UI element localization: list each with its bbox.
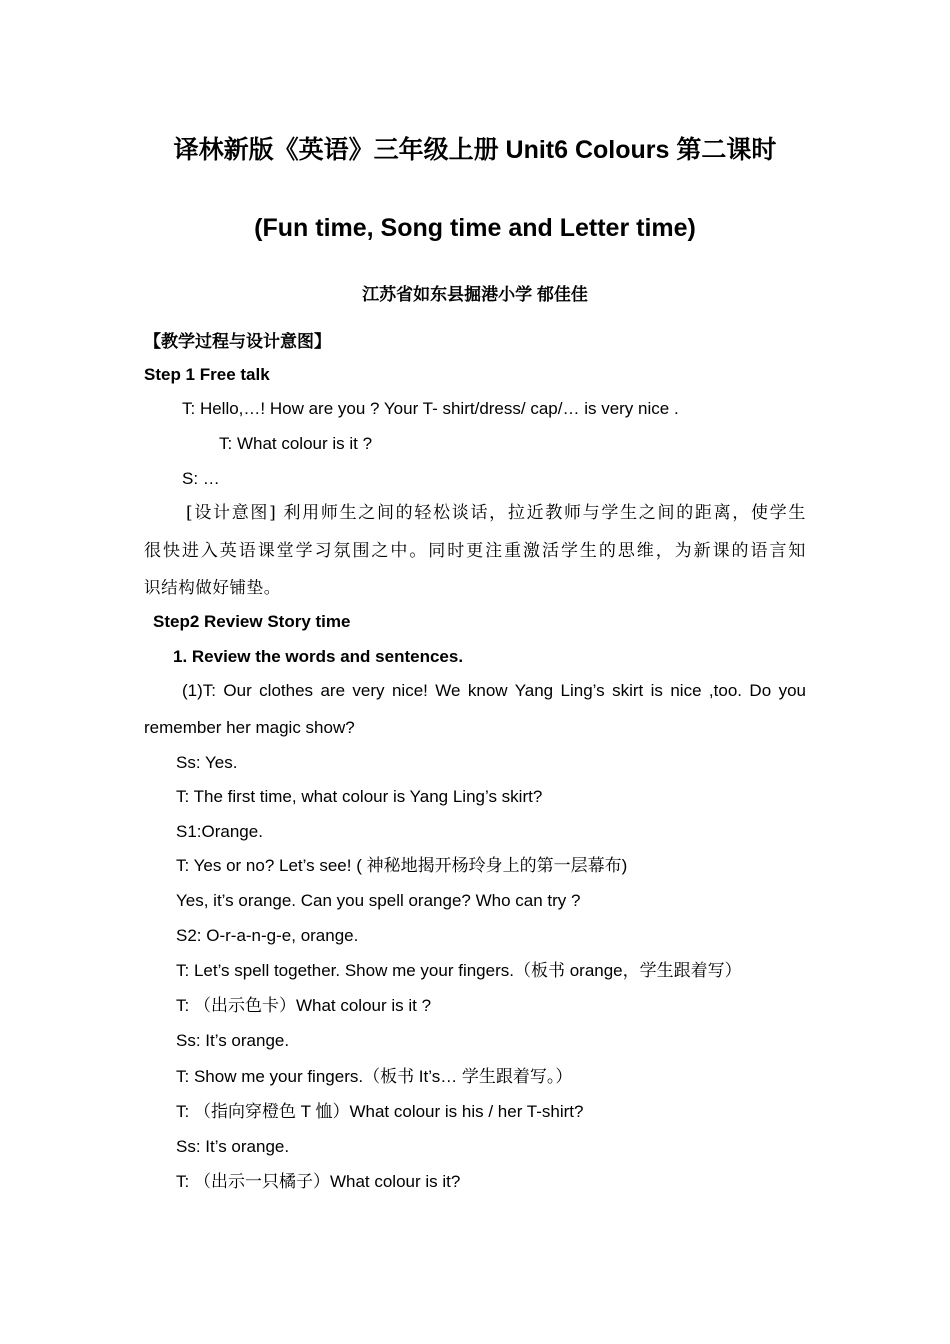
design-intent-line: [设计意图] 利用师生之间的轻松谈话，拉近教师与学生之间的距离，使学生 — [186, 503, 806, 523]
dialog-line: T: （指向穿橙色 T 恤）What colour is his / her T-shirt? — [176, 1102, 584, 1121]
page-title: 译林新版《英语》三年级上册 Unit6 Colours 第二课时 — [173, 136, 777, 164]
dialog-line: S2: O-r-a-n-g-e, orange. — [176, 926, 359, 945]
dialog-line: T: Yes or no? Let’s see! ( 神秘地揭开杨玲身上的第一层幕布) — [176, 856, 628, 875]
section-heading: 【教学过程与设计意图】 — [144, 332, 331, 351]
dialog-line: Yes, it’s orange. Can you spell orange? Who can try ? — [176, 891, 581, 910]
dialog-line: Ss: It’s orange. — [176, 1137, 290, 1156]
dialog-line: Ss: Yes. — [176, 753, 238, 772]
dialog-line: T: Let’s spell together. Show me your fingers.（板书 orange，学生跟着写） — [176, 961, 742, 980]
dialog-line: T: The first time, what colour is Yang Ling’s skirt? — [176, 787, 543, 806]
design-intent-line: 识结构做好铺垫。 — [144, 578, 281, 597]
step1-heading: Step 1 Free talk — [144, 365, 270, 384]
dialog-line: T: （出示色卡）What colour is it ? — [176, 996, 432, 1015]
dialog-line: T: Show me your fingers.（板书 It’s… 学生跟着写。） — [176, 1067, 573, 1086]
dialog-line: S1:Orange. — [176, 822, 263, 841]
step1-line: T: Hello,…! How are you ? Your T- shirt/dress/ cap/… is very nice . — [182, 399, 679, 418]
step1-line: S: … — [182, 469, 220, 488]
page-subtitle: (Fun time, Song time and Letter time) — [254, 214, 696, 242]
design-intent-line: 很快进入英语课堂学习氛围之中。同时更注重激活学生的思维，为新课的语言知 — [144, 541, 806, 561]
dialog-line: Ss: It’s orange. — [176, 1031, 290, 1050]
author-line: 江苏省如东县掘港小学 郁佳佳 — [362, 285, 588, 304]
step2-paragraph-line: remember her magic show? — [144, 718, 355, 737]
dialog-line: T: （出示一只橘子）What colour is it? — [176, 1172, 461, 1191]
step1-line: T: What colour is it ? — [219, 434, 373, 453]
step2-paragraph-line: (1)T: Our clothes are very nice! We know Yang Ling’s skirt is nice ,too. Do you — [182, 681, 806, 700]
step2-subheading: 1. Review the words and sentences. — [173, 647, 464, 666]
step2-heading: Step2 Review Story time — [153, 612, 351, 631]
